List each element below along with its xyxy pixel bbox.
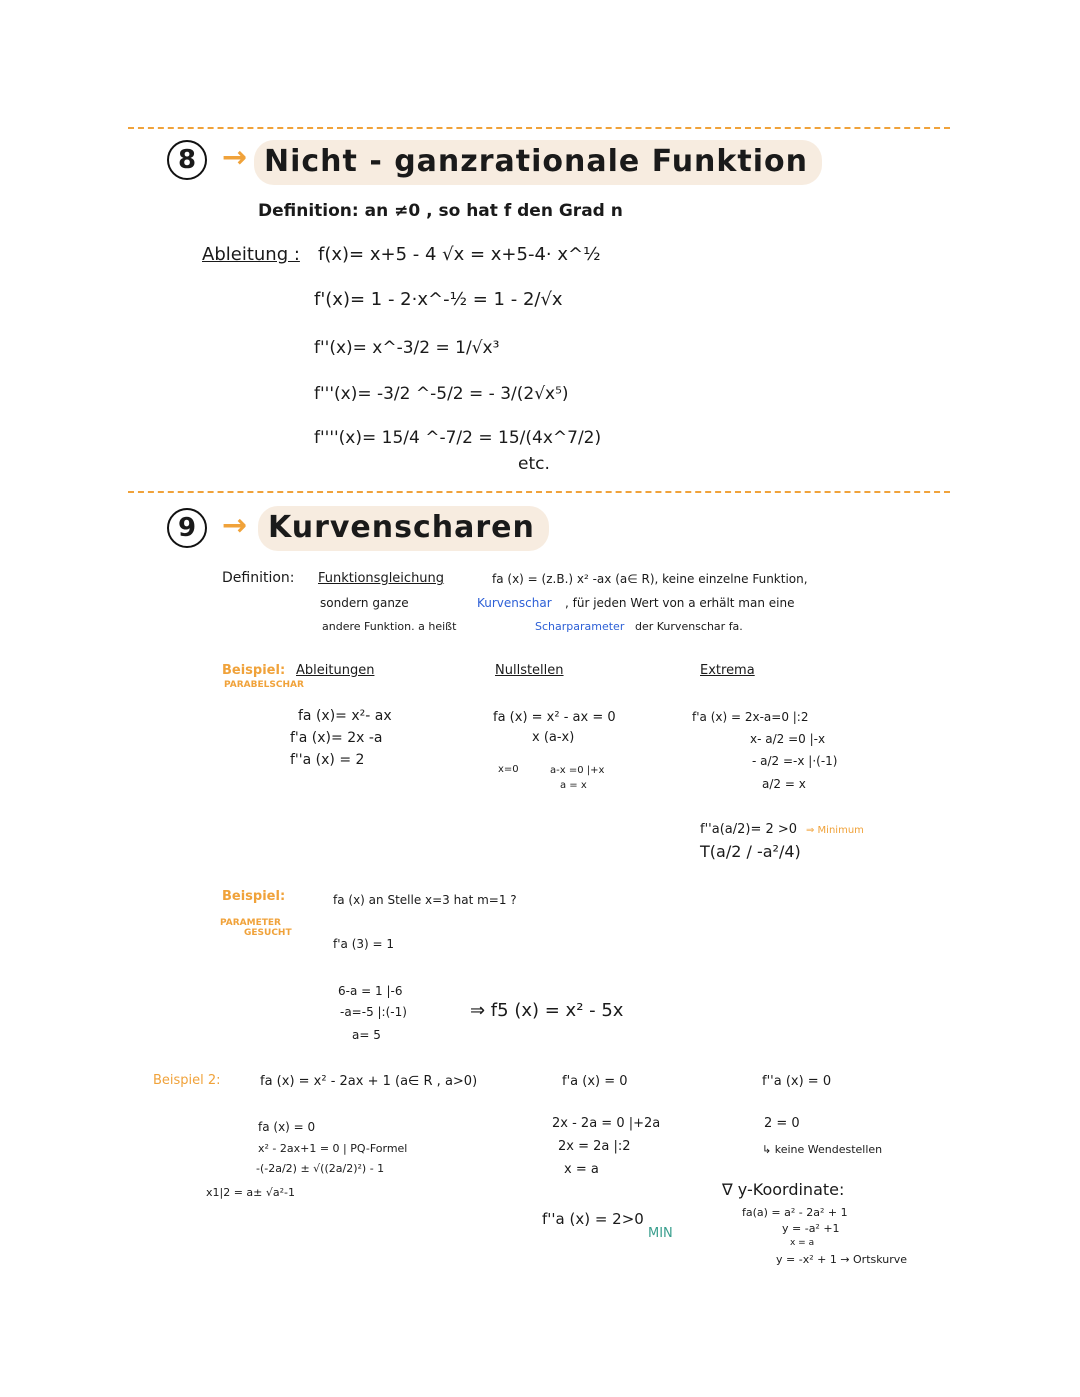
example1-col2-1: x (a-x): [532, 730, 575, 745]
section-number-8: 8: [167, 140, 207, 180]
example2-ext4: f''a (x) = 2>0: [542, 1210, 644, 1228]
example2-zero3: x1|2 = a± √a²-1: [206, 1186, 296, 1199]
example-param-question: fa (x) an Stelle x=3 hat m=1 ?: [333, 893, 517, 907]
example1-label: Beispiel:: [222, 663, 286, 678]
definition-9-3a: andere Funktion. a heißt: [322, 620, 457, 633]
derivative-line-0: f(x)= x+5 - 4 √x = x+5-4· x^½: [318, 244, 601, 265]
arrow-icon: →: [222, 140, 248, 175]
example-param-sublabel1: PARAMETER: [220, 918, 281, 928]
example2-zero1: x² - 2ax+1 = 0 | PQ-Formel: [258, 1142, 408, 1155]
example1-point: T(a/2 / -a²/4): [700, 842, 801, 861]
example2-y2: y = -a² +1: [782, 1222, 840, 1235]
definition-9-2b: Kurvenschar: [477, 596, 552, 610]
example1-col3-0: f'a (x) = 2x-a=0 |:2: [692, 710, 809, 724]
example1-col2-2: x=0: [498, 764, 519, 775]
example1-col1-2: f''a (x) = 2: [290, 752, 365, 768]
definition-9-1b: fa (x) = (z.B.) x² -ax (a∈ R), keine einzelne Funktion,: [492, 572, 808, 586]
example1-minimum: ⇒ Minimum: [806, 825, 864, 836]
definition-9-2a: sondern ganze: [320, 596, 409, 610]
example2-ext3: x = a: [564, 1162, 599, 1177]
example-param-line4: a= 5: [352, 1028, 381, 1042]
example2-y3: x = a: [790, 1238, 815, 1248]
definition-9-2c: , für jeden Wert von a erhält man eine: [565, 596, 795, 610]
example-param-label: Beispiel:: [222, 889, 286, 904]
derivative-line-1: f'(x)= 1 - 2·x^-½ = 1 - 2/√x: [314, 289, 563, 310]
divider-middle: [128, 491, 950, 493]
example2-wp-title: f''a (x) = 0: [762, 1074, 832, 1089]
example2-y4: y = -x² + 1 → Ortskurve: [776, 1253, 908, 1266]
example-param-line3: -a=-5 |:(-1): [340, 1005, 407, 1019]
definition-8: Definition: an ≠0 , so hat f den Grad n: [258, 201, 623, 221]
example2-zero-title: fa (x) = 0: [258, 1120, 316, 1134]
example1-col2-0: fa (x) = x² - ax = 0: [493, 710, 616, 725]
example-param-result: ⇒ f5 (x) = x² - 5x: [470, 1000, 624, 1021]
example1-sublabel: PARABELSCHAR: [224, 680, 304, 690]
example2-function: fa (x) = x² - 2ax + 1 (a∈ R , a>0): [260, 1074, 478, 1089]
example2-ext-title: f'a (x) = 0: [562, 1074, 628, 1089]
definition-9-3b: Scharparameter: [535, 620, 625, 633]
example-param-sublabel2: GESUCHT: [244, 928, 292, 938]
derivative-label: Ableitung :: [202, 244, 300, 265]
example1-col2-title: Nullstellen: [495, 663, 564, 678]
example2-ext2: 2x = 2a |:2: [558, 1139, 631, 1154]
derivative-line-4: f''''(x)= 15/4 ^-7/2 = 15/(4x^7/2): [314, 428, 602, 448]
example1-col3-result: f''a(a/2)= 2 >0: [700, 822, 798, 837]
definition-9-1a: Funktionsgleichung: [318, 571, 445, 586]
etc-label: etc.: [518, 454, 550, 474]
example1-col2-4: a = x: [560, 780, 587, 791]
example2-wp1: 2 = 0: [764, 1116, 800, 1131]
example2-y1: fa(a) = a² - 2a² + 1: [742, 1206, 848, 1219]
definition-9-label: Definition:: [222, 570, 295, 586]
example-param-line2: 6-a = 1 |-6: [338, 984, 403, 998]
example1-col1-title: Ableitungen: [296, 663, 375, 678]
example1-col1-0: fa (x)= x²- ax: [298, 708, 392, 724]
example-param-line1: f'a (3) = 1: [333, 937, 395, 951]
example1-col3-3: a/2 = x: [762, 777, 806, 791]
section-number-9: 9: [167, 508, 207, 548]
example1-col3-2: - a/2 =-x |·(-1): [752, 754, 838, 768]
arrow-icon: →: [222, 508, 248, 543]
derivative-line-2: f''(x)= x^-3/2 = 1/√x³: [314, 338, 500, 358]
example2-min: MIN: [648, 1226, 673, 1241]
definition-9-3c: der Kurvenschar fa.: [635, 620, 743, 633]
example1-col3-title: Extrema: [700, 663, 755, 678]
example2-zero2: -(-2a/2) ± √((2a/2)²) - 1: [256, 1162, 385, 1175]
example1-col1-1: f'a (x)= 2x -a: [290, 730, 383, 746]
section-title-8: Nicht - ganzrationale Funktion: [254, 140, 822, 185]
example2-label: Beispiel 2:: [153, 1073, 221, 1088]
example2-ext1: 2x - 2a = 0 |+2a: [552, 1116, 661, 1131]
derivative-line-3: f'''(x)= -3/2 ^-5/2 = - 3/(2√x⁵): [314, 384, 569, 404]
divider-top: [128, 127, 950, 129]
example2-ycoord-label: ∇ y-Koordinate:: [722, 1180, 845, 1199]
section-title-9: Kurvenscharen: [258, 506, 549, 551]
example1-col3-1: x- a/2 =0 |-x: [750, 732, 826, 746]
example2-wp2: ↳ keine Wendestellen: [762, 1143, 883, 1156]
example1-col2-3: a-x =0 |+x: [550, 765, 605, 776]
